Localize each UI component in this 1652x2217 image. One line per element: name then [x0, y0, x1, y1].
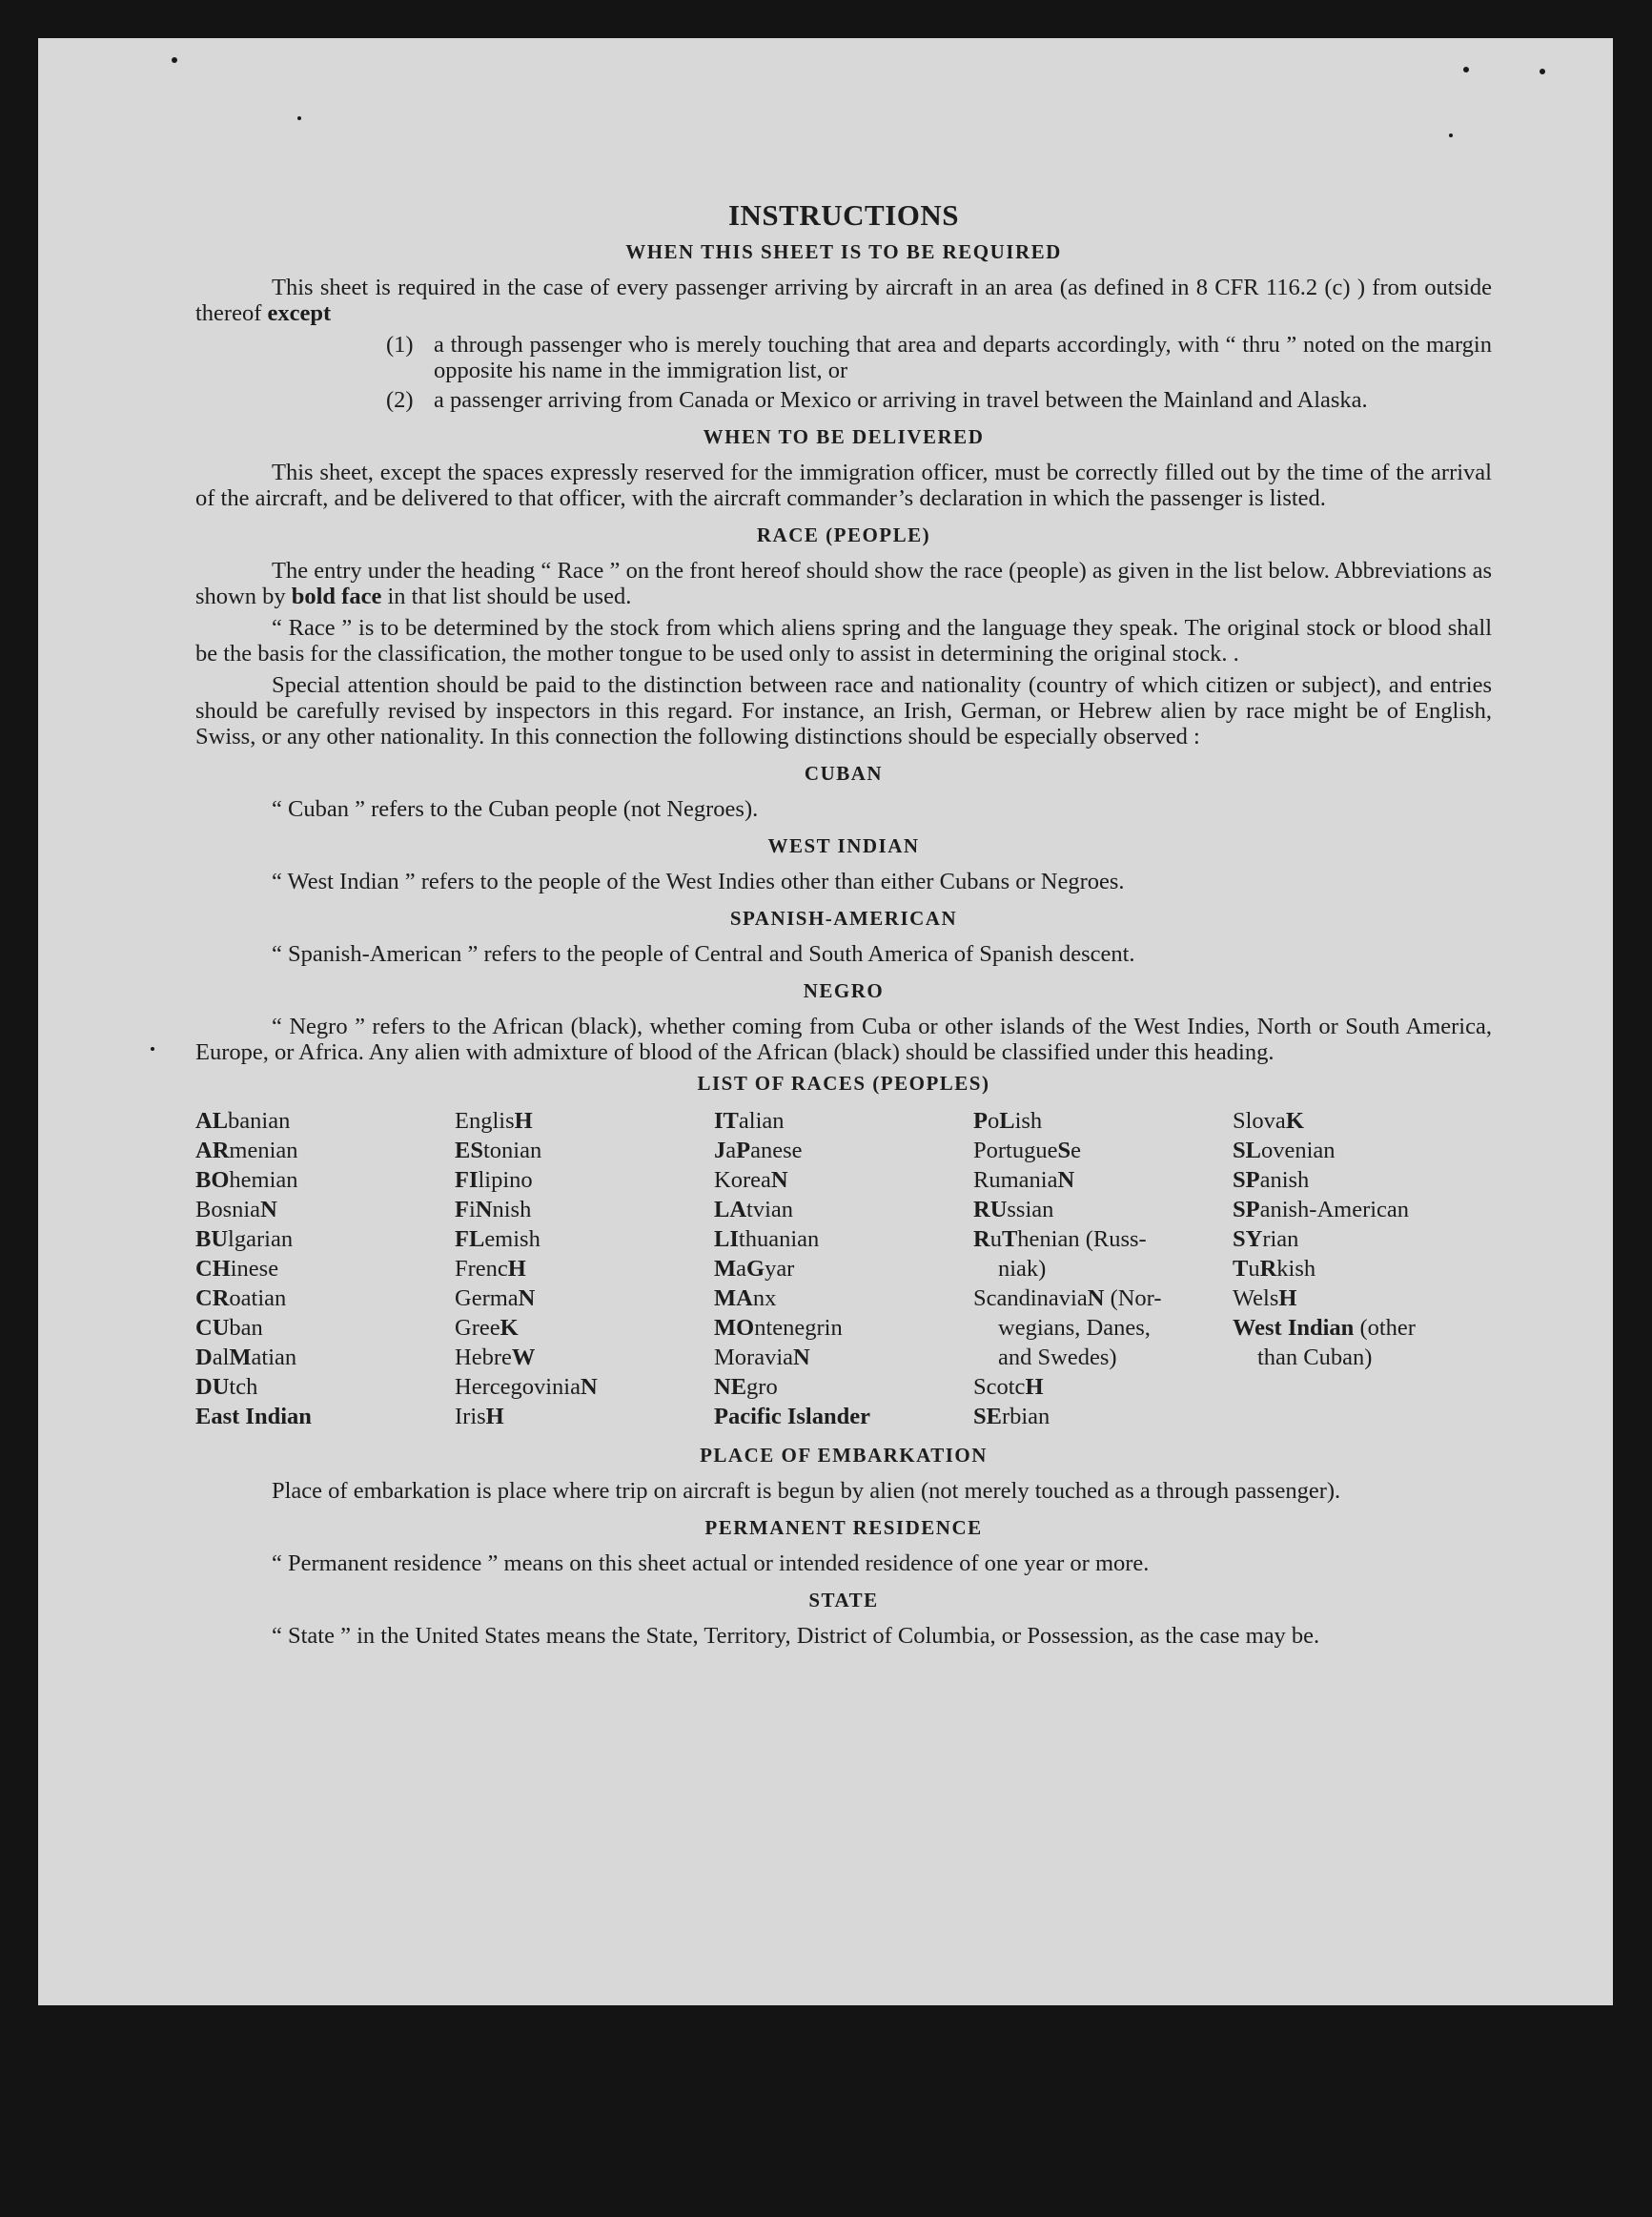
race-entry-part: R	[1259, 1256, 1277, 1282]
section-heading: PERMANENT RESIDENCE	[704, 1516, 983, 1539]
race-entry-part: MA	[714, 1285, 753, 1311]
race-entry-part: Scotc	[973, 1374, 1026, 1400]
race-entry-part: and Swedes)	[998, 1345, 1117, 1370]
race-entry-part: MO	[714, 1315, 755, 1341]
race-entry	[195, 1106, 455, 1136]
race-entry-part: anish-American	[1259, 1197, 1410, 1222]
race-entry-part: H	[514, 1108, 533, 1134]
race-entry-part: Wels	[1233, 1285, 1279, 1311]
race-entry-part: G	[746, 1256, 765, 1282]
race-entry-part: D	[195, 1345, 213, 1370]
race-entry-part: hemian	[229, 1167, 298, 1193]
race-entry-part: P	[973, 1108, 988, 1134]
race-entry-part: ES	[455, 1138, 483, 1163]
race-entry	[973, 1136, 1233, 1165]
race-entry-part: menian	[229, 1138, 298, 1163]
race-entry-part: tch	[229, 1374, 258, 1400]
ink-speck	[1449, 133, 1453, 137]
race-entry-part: Iris	[455, 1404, 486, 1429]
race-entry-part: AR	[195, 1138, 230, 1163]
race-entry	[714, 1106, 973, 1136]
race-entry-part: anish	[1259, 1167, 1310, 1193]
race-entry-part: West Indian	[1233, 1315, 1355, 1341]
race-entry	[714, 1195, 973, 1224]
race-entry-part: tvian	[746, 1197, 794, 1222]
race-column	[1233, 1106, 1492, 1431]
race-entry	[455, 1195, 714, 1224]
race-entry-part: wegians, Danes,	[998, 1315, 1151, 1341]
race-entry	[714, 1224, 973, 1254]
race-entry-part: SP	[1233, 1197, 1260, 1222]
race-entry-part: East Indian	[195, 1404, 312, 1429]
race-entry-part: SP	[1233, 1167, 1260, 1193]
race-entry-part: T	[1233, 1256, 1249, 1282]
race-entry-part: N	[475, 1197, 493, 1222]
section-heading: RACE (PEOPLE)	[756, 523, 931, 546]
race-entry-part: Korea	[714, 1167, 771, 1193]
instructions-content	[195, 198, 1492, 1654]
race-entry-part: SE	[973, 1404, 1002, 1429]
race-entry	[714, 1136, 973, 1165]
race-entry-part: o	[987, 1108, 1000, 1134]
race-entry-part: M	[714, 1256, 737, 1282]
race-entry-part: Germa	[455, 1285, 519, 1311]
race-entry-part: atian	[251, 1345, 297, 1370]
paragraph: Special attention should be paid to the distinction between race and nationality (country of which citizen or subject), and entries should be carefully revised by inspectors in this regard. For instance, an Irish, German, or Hebrew alien by race might be of English, Swiss, or any other nationality. In this connection the following distinctions should be especially observed :	[195, 672, 1492, 749]
race-entry	[455, 1372, 714, 1402]
item-number: (2)	[386, 387, 414, 413]
section-heading: PLACE OF EMBARKATION	[700, 1444, 988, 1467]
paragraph	[195, 558, 1492, 609]
race-entry	[973, 1343, 1233, 1372]
race-entry-part: Moravia	[714, 1345, 793, 1370]
race-entry-part: ban	[229, 1315, 263, 1341]
race-entry-part: Scandinavia	[973, 1285, 1088, 1311]
race-column	[714, 1106, 973, 1431]
section-heading: WEST INDIAN	[767, 834, 920, 857]
paragraph	[195, 275, 1492, 326]
race-entry-part: tonian	[482, 1138, 542, 1163]
race-entry-part: RU	[973, 1197, 1008, 1222]
race-entry-part: Rumania	[973, 1167, 1058, 1193]
race-entry-part: niak)	[998, 1256, 1047, 1282]
race-entry-part: Hebre	[455, 1345, 512, 1370]
race-column	[973, 1106, 1233, 1431]
race-entry	[714, 1402, 973, 1431]
race-entry-part: u	[989, 1226, 1002, 1252]
race-entry-part: (other	[1354, 1315, 1416, 1341]
ink-speck	[172, 57, 177, 63]
paragraph: “ Permanent residence ” means on this sheet actual or intended residence of one year or more.	[272, 1550, 1150, 1576]
race-entry-part: Portugue	[973, 1138, 1058, 1163]
race-entry	[1233, 1106, 1492, 1136]
race-entry-part: T	[1001, 1226, 1018, 1252]
section-heading: NEGRO	[803, 979, 885, 1002]
paragraph-text: The entry under the heading “ Race ” on the front hereof should show the race (people) as given in the list below. Abbreviations as shown by	[195, 558, 1492, 609]
race-entry-part: ish	[1014, 1108, 1043, 1134]
race-entry-part: IT	[714, 1108, 739, 1134]
race-entry-part: ssian	[1007, 1197, 1054, 1222]
race-entry-part: AL	[195, 1108, 229, 1134]
race-entry-part: H	[485, 1404, 504, 1429]
race-entry-part: N	[580, 1374, 598, 1400]
race-entry-part: W	[511, 1345, 536, 1370]
race-entry-part: a	[736, 1256, 746, 1282]
race-entry	[455, 1254, 714, 1283]
race-entry-part: Bosnia	[195, 1197, 261, 1222]
race-entry-part: henian (Russ-	[1017, 1226, 1147, 1252]
race-entry	[973, 1224, 1233, 1254]
item-number: (1)	[386, 332, 414, 358]
race-entry-part: than Cuban)	[1257, 1345, 1373, 1370]
race-entry	[973, 1195, 1233, 1224]
race-entry	[1233, 1224, 1492, 1254]
race-entry	[1233, 1136, 1492, 1165]
race-entry-part: P	[736, 1138, 751, 1163]
race-entry-part: Gree	[455, 1315, 500, 1341]
race-entry-part: DU	[195, 1374, 230, 1400]
race-entry-part: BO	[195, 1167, 230, 1193]
section-heading: SPANISH-AMERICAN	[729, 907, 958, 930]
race-entry-part: banian	[228, 1108, 291, 1134]
race-entry-part: a	[725, 1138, 737, 1163]
race-entry	[455, 1136, 714, 1165]
section-heading: STATE	[808, 1589, 879, 1611]
race-entry-part: Slova	[1233, 1108, 1286, 1134]
race-entry-part: kish	[1276, 1256, 1316, 1282]
race-entry	[1233, 1343, 1492, 1372]
item-text: a passenger arriving from Canada or Mexico or arriving in travel between the Mainland and Alaska.	[434, 387, 1368, 413]
ink-speck	[297, 116, 301, 120]
race-entry-part: F	[455, 1197, 469, 1222]
race-entry	[714, 1165, 973, 1195]
race-entry	[455, 1106, 714, 1136]
section-heading: CUBAN	[804, 762, 884, 785]
race-entry-part: i	[468, 1197, 476, 1222]
race-entry-part: R	[973, 1226, 990, 1252]
race-entry-part: K	[1285, 1108, 1304, 1134]
race-entry-part: lgarian	[228, 1226, 294, 1252]
ink-speck	[1540, 69, 1545, 74]
section-heading: WHEN TO BE DELIVERED	[703, 425, 985, 448]
race-entry	[195, 1402, 455, 1431]
race-entry-part: N	[518, 1285, 536, 1311]
race-entry	[195, 1195, 455, 1224]
race-entry-part: ntenegrin	[754, 1315, 843, 1341]
race-entry-part: CR	[195, 1285, 230, 1311]
race-entry	[973, 1165, 1233, 1195]
race-entry	[973, 1106, 1233, 1136]
race-entry-part: SY	[1233, 1226, 1263, 1252]
paragraph: “ Cuban ” refers to the Cuban people (not Negroes).	[272, 796, 759, 822]
race-entry-part: J	[714, 1138, 726, 1163]
race-entry-part: CH	[195, 1256, 231, 1282]
race-entry	[1233, 1283, 1492, 1313]
race-entry-part: inese	[230, 1256, 279, 1282]
ink-speck	[1463, 67, 1469, 72]
race-entry-part: (Nor-	[1104, 1285, 1162, 1311]
race-entry	[455, 1283, 714, 1313]
item-text: a through passenger who is merely touching that area and departs accordingly, with “ thru ” noted on the margin opposite his name in the immigration list, or	[434, 332, 1492, 383]
race-column	[455, 1106, 714, 1431]
race-entry-part: e	[1071, 1138, 1081, 1163]
race-entry	[714, 1313, 973, 1343]
race-entry	[195, 1343, 455, 1372]
ink-speck	[151, 1047, 154, 1051]
race-entry-part: thuanian	[738, 1226, 820, 1252]
list-item	[386, 332, 1492, 383]
race-entry	[1233, 1254, 1492, 1283]
race-entry	[1233, 1313, 1492, 1343]
race-entry	[455, 1402, 714, 1431]
race-entry-part: N	[260, 1197, 277, 1222]
section-heading: WHEN THIS SHEET IS TO BE REQUIRED	[625, 240, 1062, 263]
race-entry-part: oatian	[229, 1285, 287, 1311]
race-column	[195, 1106, 455, 1431]
emphasis-text: bold face	[291, 584, 382, 609]
list-item	[386, 387, 1492, 413]
race-entry-part: N	[1057, 1167, 1075, 1193]
paragraph: “ West Indian ” refers to the people of the West Indies other than either Cubans or Negroes.	[272, 869, 1125, 894]
paragraph: “ Race ” is to be determined by the stock from which aliens spring and the language they speak. The original stock or blood shall be the basis for the classification, the mother tongue to be used only to assist in determining the original stock. .	[195, 615, 1492, 667]
race-entry	[195, 1254, 455, 1283]
race-entry-part: gro	[746, 1374, 778, 1400]
paragraph-text: in that list should be used.	[381, 584, 632, 609]
race-entry-part: L	[999, 1108, 1015, 1134]
race-entry-part: u	[1248, 1256, 1260, 1282]
race-entry-part: emish	[484, 1226, 540, 1252]
race-entry-part: FI	[455, 1167, 479, 1193]
race-entry-part: K	[500, 1315, 519, 1341]
race-entry	[714, 1372, 973, 1402]
race-entry	[455, 1224, 714, 1254]
race-entry-part: nx	[752, 1285, 777, 1311]
race-entry	[714, 1283, 973, 1313]
race-entry	[195, 1313, 455, 1343]
paragraph: “ State ” in the United States means the State, Territory, District of Columbia, or Possession, as the case may be.	[272, 1623, 1320, 1649]
race-entry-part: H	[507, 1256, 526, 1282]
race-entry	[455, 1165, 714, 1195]
emphasis-text: except	[267, 300, 332, 326]
race-entry-part: Hercegovinia	[455, 1374, 581, 1400]
race-entry-part: BU	[195, 1226, 229, 1252]
race-entry-part: rian	[1262, 1226, 1299, 1252]
race-entry	[455, 1313, 714, 1343]
race-entry-part: H	[1025, 1374, 1044, 1400]
paragraph: “ Spanish-American ” refers to the people of Central and South America of Spanish descent.	[272, 941, 1135, 967]
race-entry	[455, 1343, 714, 1372]
race-entry-part: S	[1057, 1138, 1071, 1163]
race-entry-part: SL	[1233, 1138, 1261, 1163]
race-entry	[973, 1254, 1233, 1283]
race-entry-part: al	[212, 1345, 230, 1370]
race-entry-part: lipino	[478, 1167, 533, 1193]
race-list	[195, 1106, 1492, 1431]
race-entry-part: M	[229, 1345, 252, 1370]
race-entry	[973, 1372, 1233, 1402]
race-entry-part: FL	[455, 1226, 485, 1252]
race-entry-part: CU	[195, 1315, 230, 1341]
race-entry-part: LA	[714, 1197, 747, 1222]
race-entry	[714, 1343, 973, 1372]
race-entry	[1233, 1195, 1492, 1224]
race-entry	[195, 1372, 455, 1402]
race-entry-part: alian	[738, 1108, 785, 1134]
race-entry-part: Englis	[455, 1108, 515, 1134]
race-entry-part: N	[1087, 1285, 1105, 1311]
paragraph-text: This sheet is required in the case of every passenger arriving by aircraft in an area (as defined in 8 CFR 116.2 (c) ) from outside thereof	[195, 275, 1492, 326]
race-entry-part: rbian	[1001, 1404, 1050, 1429]
race-entry	[195, 1283, 455, 1313]
race-entry-part: NE	[714, 1374, 747, 1400]
race-entry	[195, 1224, 455, 1254]
document-sheet	[38, 38, 1613, 2005]
race-entry-part: LI	[714, 1226, 739, 1252]
paragraph: “ Negro ” refers to the African (black), whether coming from Cuba or other islands of the West Indies, North or South America, Europe, or Africa. Any alien with admixture of blood of the African (black) should be classified under this heading.	[195, 1014, 1492, 1065]
page-title: INSTRUCTIONS	[727, 198, 959, 232]
race-entry-part: anese	[750, 1138, 803, 1163]
race-entry-part: nish	[492, 1197, 532, 1222]
race-entry-part: N	[793, 1345, 810, 1370]
race-entry	[973, 1283, 1233, 1313]
race-entry-part: ovenian	[1260, 1138, 1336, 1163]
race-entry-part: N	[770, 1167, 788, 1193]
race-entry-part: H	[1278, 1285, 1297, 1311]
race-entry	[973, 1402, 1233, 1431]
section-heading: LIST OF RACES (PEOPLES)	[697, 1072, 990, 1095]
race-entry	[195, 1165, 455, 1195]
race-entry	[714, 1254, 973, 1283]
race-entry-part: Frenc	[455, 1256, 508, 1282]
paragraph: This sheet, except the spaces expressly reserved for the immigration officer, must be correctly filled out by the time of the arrival of the aircraft, and be delivered to that officer, with the aircraft commander’s declaration in which the passenger is listed.	[195, 460, 1492, 511]
race-entry-part: Pacific Islander	[714, 1404, 870, 1429]
race-entry	[973, 1313, 1233, 1343]
paragraph: Place of embarkation is place where trip on aircraft is begun by alien (not merely touched as a through passenger).	[272, 1478, 1341, 1504]
race-entry	[195, 1136, 455, 1165]
race-entry-part: yar	[765, 1256, 795, 1282]
race-entry	[1233, 1165, 1492, 1195]
